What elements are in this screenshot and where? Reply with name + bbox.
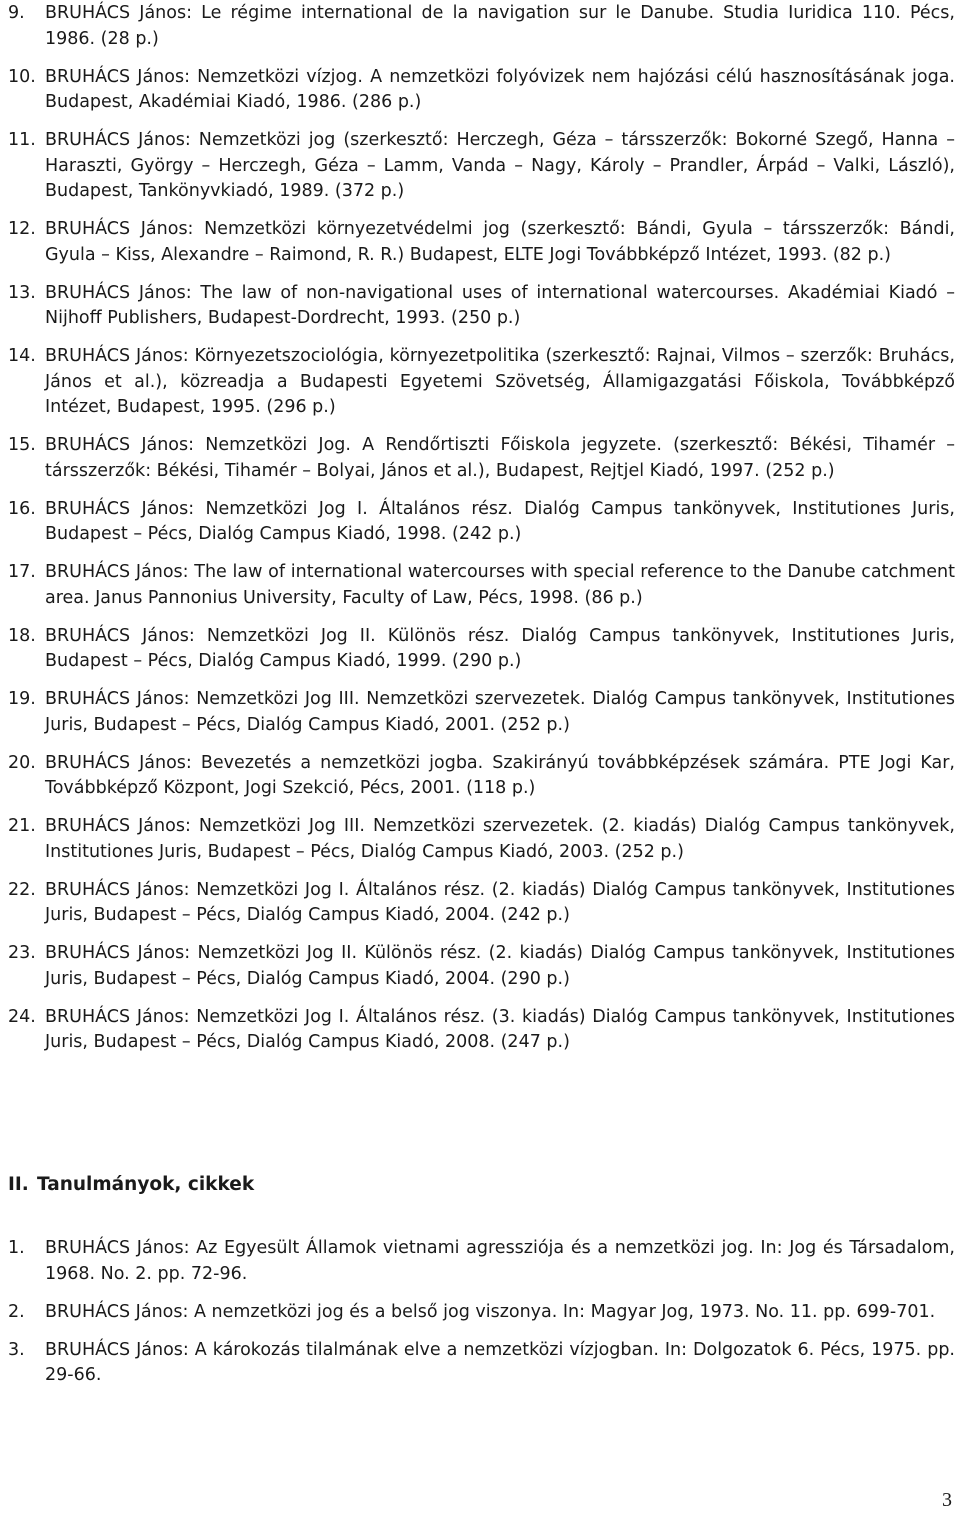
- list-item: 12. BRUHÁCS János: Nemzetközi környezetvédelmi jog (szerkesztő: Bándi, Gyula – társszerzők: Bándi, Gyula – Kiss, Alexandre – Raimond, R. R.) Budapest, ELTE Jogi Továbbképző Intézet, 1993. (82 p.): [8, 219, 955, 265]
- list-item: 14. BRUHÁCS János: Környezetszociológia, környezetpolitika (szerkesztő: Rajnai, Vilmos – szerzők: Bruhács, János et al.), közreadja a Budapesti Egyetemi Szövetség, Államigazgatási Főiskola, Továbbképző Intézet, Budapest, 1995. (296 p.): [8, 346, 955, 417]
- list-item: 21. BRUHÁCS János: Nemzetközi Jog III. Nemzetközi szervezetek. (2. kiadás) Dialóg Campus tankönyvek, Institutiones Juris, Budapest – Pécs, Dialóg Campus Kiadó, 2003. (252 p.): [8, 816, 955, 862]
- list-item: 9. BRUHÁCS János: Le régime international de la navigation sur le Danube. Studia Iuridica 110. Pécs, 1986. (28 p.): [8, 3, 955, 49]
- list-item: 16. BRUHÁCS János: Nemzetközi Jog I. Általános rész. Dialóg Campus tankönyvek, Institutiones Juris, Budapest – Pécs, Dialóg Campus Kiadó, 1998. (242 p.): [8, 498, 955, 544]
- list-item: 22. BRUHÁCS János: Nemzetközi Jog I. Általános rész. (2. kiadás) Dialóg Campus tankönyvek, Institutiones Juris, Budapest – Pécs, Dialóg Campus Kiadó, 2004. (242 p.): [8, 879, 955, 925]
- page-number: 3: [942, 1489, 952, 1511]
- list-item: 20. BRUHÁCS János: Bevezetés a nemzetközi jogba. Szakirányú továbbképzések számára. PTE Jogi Kar, Továbbképző Központ, Jogi Szekció, Pécs, 2001. (118 p.): [8, 752, 955, 798]
- list-item: 17. BRUHÁCS János: The law of international watercourses with special reference to the Danube catchment area. Janus Pannonius University, Faculty of Law, Pécs, 1998. (86 p.): [8, 562, 955, 608]
- list-item: 24. BRUHÁCS János: Nemzetközi Jog I. Általános rész. (3. kiadás) Dialóg Campus tankönyvek, Institutiones Juris, Budapest – Pécs, Dialóg Campus Kiadó, 2008. (247 p.): [8, 1006, 955, 1052]
- section-title: Tanulmányok, cikkek: [37, 1174, 255, 1195]
- list-item: 2. BRUHÁCS János: A nemzetközi jog és a belső jog viszonya. In: Magyar Jog, 1973. No. 11. pp. 699-701.: [8, 1301, 936, 1322]
- section-number: II.: [8, 1174, 29, 1195]
- list-item: 19. BRUHÁCS János: Nemzetközi Jog III. Nemzetközi szervezetek. Dialóg Campus tankönyvek, Institutiones Juris, Budapest – Pécs, Dialóg Campus Kiadó, 2001. (252 p.): [8, 689, 955, 735]
- books-list: [8, 1, 955, 1068]
- articles-list: [8, 1236, 955, 1401]
- list-item: 13. BRUHÁCS János: The law of non-navigational uses of international watercourses. Akadémiai Kiadó – Nijhoff Publishers, Budapest-Dordrecht, 1993. (250 p.): [8, 282, 955, 328]
- list-item: 1. BRUHÁCS János: Az Egyesült Államok vietnami agressziója és a nemzetközi jog. In: Jog és Társadalom, 1968. No. 2. pp. 72-96.: [8, 1238, 955, 1284]
- list-item: 18. BRUHÁCS János: Nemzetközi Jog II. Különös rész. Dialóg Campus tankönyvek, Institutiones Juris, Budapest – Pécs, Dialóg Campus Kiadó, 1999. (290 p.): [8, 625, 955, 671]
- list-item: 3. BRUHÁCS János: A károkozás tilalmának elve a nemzetközi vízjogban. In: Dolgozatok 6. Pécs, 1975. pp. 29-66.: [8, 1339, 955, 1385]
- list-item: 23. BRUHÁCS János: Nemzetközi Jog II. Különös rész. (2. kiadás) Dialóg Campus tankönyvek, Institutiones Juris, Budapest – Pécs, Dialóg Campus Kiadó, 2004. (290 p.): [8, 943, 955, 989]
- list-item: 11. BRUHÁCS János: Nemzetközi jog (szerkesztő: Herczegh, Géza – társszerzők: Bokorné Szegő, Hanna – Haraszti, György – Herczegh, Géza – Lamm, Vanda – Nagy, Károly – Prandler, Árpád – Valki, László), Budapest, Tankönyvkiadó, 1989. (372 p.): [8, 130, 955, 201]
- section-heading: [8, 1172, 254, 1198]
- list-item: 10. BRUHÁCS János: Nemzetközi vízjog. A nemzetközi folyóvizek nem hajózási célú hasznosításának joga. Budapest, Akadémiai Kiadó, 1986. (286 p.): [8, 66, 955, 112]
- list-item: 15. BRUHÁCS János: Nemzetközi Jog. A Rendőrtiszti Főiskola jegyzete. (szerkesztő: Békési, Tihamér – társszerzők: Békési, Tihamér – Bolyai, János et al.), Budapest, Rejtjel Kiadó, 1997. (252 p.): [8, 435, 955, 481]
